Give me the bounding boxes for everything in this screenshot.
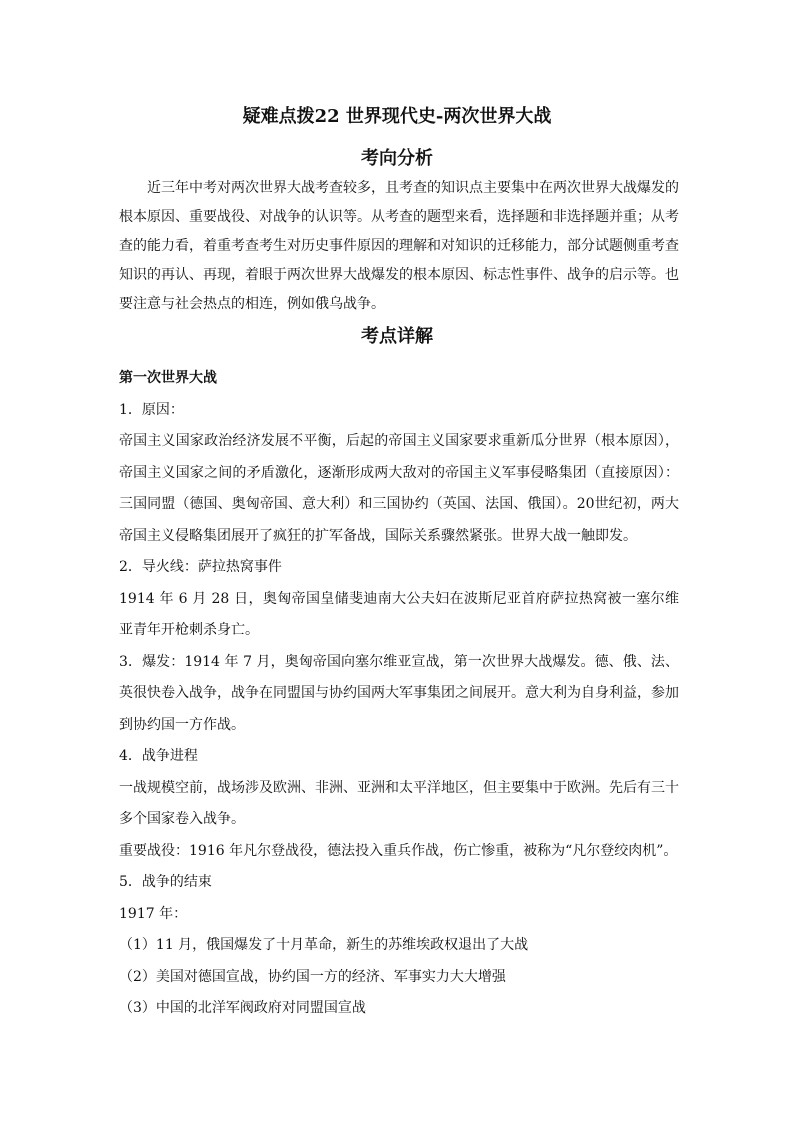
fuse-paragraph: 1914 年 6 月 28 日，奥匈帝国皇储斐迪南大公夫妇在波斯尼亚首府萨拉热窝被一塞尔维亚青年开枪刺杀身亡。 [119, 590, 679, 638]
fuse-title: 2．导火线：萨拉热窝事件 [119, 559, 282, 575]
section-heading-analysis: 考向分析 [361, 148, 433, 169]
intro-paragraph: 近三年中考对两次世界大战考查较多，且考查的知识点主要集中在两次世界大战爆发的根本原因、重要战役、对战争的认识等。从考查的题型来看，选择题和非选择题并重；从考查的能力看，着重考查考生对历史事件原因的理解和对知识的迁移能力，部分试题侧重考查知识的再认、再现，着眼于两次世界大战爆发的根本原因、标志性事件、战争的启示等。也要注意与社会热点的相连，例如俄乌战争。 [119, 180, 679, 312]
cause-paragraph: 帝国主义国家政治经济发展不平衡，后起的帝国主义国家要求重新瓜分世界（根本原因），帝国主义国家之间的矛盾激化，逐渐形成两大敌对的帝国主义军事侵略集团（直接原因）：三国同盟（德国、奥匈帝国、意大利）和三国协约（英国、法国、俄国）。20世纪初，两大帝国主义侵略集团展开了疯狂的扩军备战，国际关系骤然紧张。世界大战一触即发。 [119, 433, 679, 544]
outbreak-paragraph: 3．爆发：1914 年 7 月，奥匈帝国向塞尔维亚宣战，第一次世界大战爆发。德、俄、法、英很快卷入战争，战争在同盟国与协约国两大军事集团之间展开。意大利为自身利益，参加到协约国一方作战。 [119, 653, 679, 733]
battle-line: 重要战役：1916 年凡尔登战役，德法投入重兵作战，伤亡惨重，被称为“凡尔登绞肉机”。 [119, 842, 678, 859]
end-year: 1917 年： [119, 905, 188, 922]
end-list-item: （2）美国对德国宣战，协约国一方的经济、军事实力大大增强 [119, 968, 506, 985]
end-title: 5．战争的结束 [119, 874, 212, 890]
document-title: 疑难点拨22 世界现代史-两次世界大战 [242, 106, 552, 127]
end-list-item: （1）11 月，俄国爆发了十月革命，新生的苏维埃政权退出了大战 [119, 937, 529, 953]
ww1-section [119, 363, 679, 1025]
process-title: 4．战争进程 [119, 748, 198, 764]
process-paragraph: 一战规模空前，战场涉及欧洲、非洲、亚洲和太平洋地区，但主要集中于欧洲。先后有三十多个国家卷入战争。 [119, 779, 679, 827]
end-list-item: （3）中国的北洋军阀政府对同盟国宣战 [119, 1000, 366, 1016]
cause-title: 1．原因： [119, 401, 184, 418]
ww1-heading: 第一次世界大战 [119, 370, 217, 386]
section-heading-details: 考点详解 [361, 326, 433, 347]
